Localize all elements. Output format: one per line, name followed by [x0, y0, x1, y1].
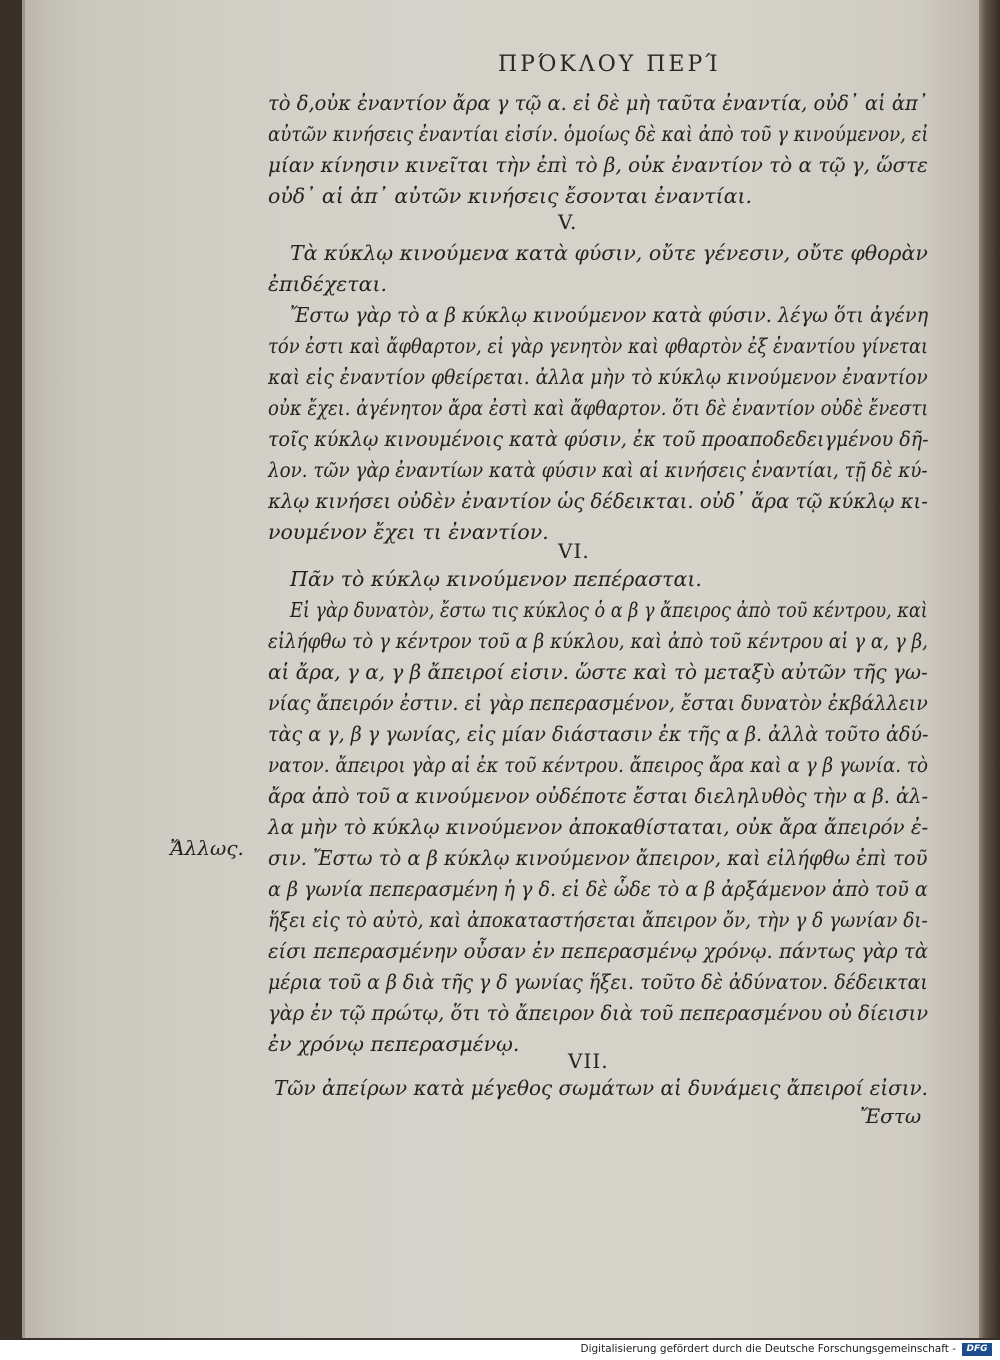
proposition-statement: Πᾶν τὸ κύκλῳ κινούμενον πεπέρασται.: [290, 567, 702, 591]
text-line: νίας ἄπειρόν ἐστιν. εἰ γὰρ πεπερασμένον, ἔσται δυνατὸν ἐκβάλλειν: [268, 691, 928, 715]
text-line: εἰλήφθω τὸ γ κέντρον τοῦ α β κύκλου, καὶ ἀπὸ τοῦ κέντρου αἱ γ α, γ β,: [268, 629, 928, 653]
text-line: είσι πεπερασμένην οὖσαν ἐν πεπερασμένῳ χρόνῳ. πάντως γὰρ τὰ: [268, 939, 928, 963]
text-line: ἐπιδέχεται.: [268, 272, 388, 296]
text-line: λον. τῶν γὰρ ἐναντίων κατὰ φύσιν καὶ αἱ κινήσεις ἐναντίαι, τῇ δὲ κύ-: [268, 458, 928, 482]
text-line: γὰρ ἐν τῷ πρώτῳ, ὅτι τὸ ἄπειρον διὰ τοῦ πεπερασμένου οὐ δίεισιν: [268, 1001, 929, 1025]
funding-notice: Digitalisierung gefördert durch die Deutsche Forschungsgemeinschaft -: [580, 1343, 956, 1355]
text-line: τοῖς κύκλῳ κινουμένοις κατὰ φύσιν, ἐκ τοῦ προαποδεδειγμένου δῆ-: [268, 427, 929, 451]
proposition-number: V.: [558, 210, 578, 234]
running-title: ΠΡΌΚΛΟΥ ΠΕΡΊ: [498, 52, 721, 77]
proposition-number: VII.: [568, 1049, 609, 1073]
text-line: αὐτῶν κινήσεις ἐναντίαι εἰσίν. ὁμοίως δὲ καὶ ἀπὸ τοῦ γ κινούμενον, εἰ: [268, 122, 929, 146]
text-line: νουμένον ἔχει τι ἐναντίον.: [268, 520, 549, 544]
text-line: κλῳ κινήσει οὐδὲν ἐναντίον ὡς δέδεικται. οὐδ᾽ ἄρα τῷ κύκλῳ κι-: [268, 489, 928, 513]
text-line: τόν ἐστι καὶ ἄφθαρτον, εἰ γὰρ γενητὸν καὶ φθαρτὸν ἐξ ἐναντίου γίνεται: [268, 334, 929, 358]
text-line: τὰς α γ, β γ γωνίας, εἰς μίαν διάστασιν ἐκ τῆς α β. ἀλλὰ τοῦτο ἀδύ-: [268, 722, 929, 746]
text-line: οὐδ᾽ αἱ ἀπ᾽ αὐτῶν κινήσεις ἔσονται ἐναντίαι.: [268, 184, 753, 208]
text-line: οὐκ ἔχει. ἀγένητον ἄρα ἐστὶ καὶ ἄφθαρτον. ὅτι δὲ ἐναντίον οὐδὲ ἔνεστι: [268, 396, 929, 420]
book-spine-edge: [979, 0, 997, 1338]
dfg-logo: DFG: [962, 1343, 992, 1356]
text-line: μίαν κίνησιν κινεῖται τὴν ἐπὶ τὸ β, οὐκ ἐναντίον τὸ α τῷ γ, ὥστε: [268, 153, 928, 177]
text-line: α β γωνία πεπερασμένη ἡ γ δ. εἰ δὲ ὧδε τὸ α β ἀρξάμενον ἀπὸ τοῦ α: [268, 877, 928, 901]
footer-bar: [0, 1340, 1000, 1360]
text-line: μέρια τοῦ α β διὰ τῆς γ δ γωνίας ἥξει. τοῦτο δὲ ἀδύνατον. δέδεικται: [268, 970, 928, 994]
text-line: Ἔστω γὰρ τὸ α β κύκλῳ κινούμενον κατὰ φύσιν. λέγω ὅτι ἀγένη: [290, 303, 929, 327]
text-line: σιν. Ἔστω τὸ α β κύκλῳ κινούμενον ἄπειρον, καὶ εἰλήφθω ἐπὶ τοῦ: [268, 846, 928, 870]
marginal-note: Ἄλλως.: [170, 836, 244, 860]
text-line: ἥξει εἰς τὸ αὐτὸ, καὶ ἀποκαταστήσεται ἄπειρον ὄν, τὴν γ δ γωνίαν δι-: [268, 908, 928, 932]
proposition-statement: Τὰ κύκλῳ κινούμενα κατὰ φύσιν, οὔτε γένεσιν, οὔτε φθορὰν: [290, 241, 928, 265]
text-line: τὸ δ,οὐκ ἐναντίον ἄρα γ τῷ α. εἰ δὲ μὴ ταῦτα ἐναντία, οὐδ᾽ αἱ ἀπ᾽: [268, 91, 928, 115]
text-line: νατον. ἄπειροι γὰρ αἱ ἐκ τοῦ κέντρου. ἄπειρος ἄρα καὶ α γ β γωνία. τὸ: [268, 753, 929, 777]
proposition-number: VI.: [558, 539, 590, 563]
text-line: ἐν χρόνῳ πεπερασμένῳ.: [268, 1032, 520, 1056]
catchword: Ἔστω: [860, 1104, 922, 1128]
proposition-statement: Τῶν ἀπείρων κατὰ μέγεθος σωμάτων αἱ δυνάμεις ἄπειροί εἰσιν.: [274, 1076, 929, 1100]
text-line: Εἰ γὰρ δυνατὸν, ἔστω τις κύκλος ὁ α β γ ἄπειρος ἀπὸ τοῦ κέντρου, καὶ: [290, 598, 928, 622]
text-line: ἄρα ἀπὸ τοῦ α κινούμενον οὐδέποτε ἔσται διεληλυθὸς τὴν α β. ἀλ-: [268, 784, 929, 808]
text-line: καὶ εἰς ἐναντίον φθείρεται. ἀλλα μὴν τὸ κύκλῳ κινούμενον ἐναντίον: [268, 365, 928, 389]
text-line: αἱ ἄρα, γ α, γ β ἄπειροί εἰσιν. ὥστε καὶ τὸ μεταξὺ αὐτῶν τῆς γω-: [268, 660, 928, 684]
text-line: λα μὴν τὸ κύκλῳ κινούμενον ἀποκαθίσταται, οὐκ ἄρα ἄπειρόν ἐ-: [268, 815, 929, 839]
